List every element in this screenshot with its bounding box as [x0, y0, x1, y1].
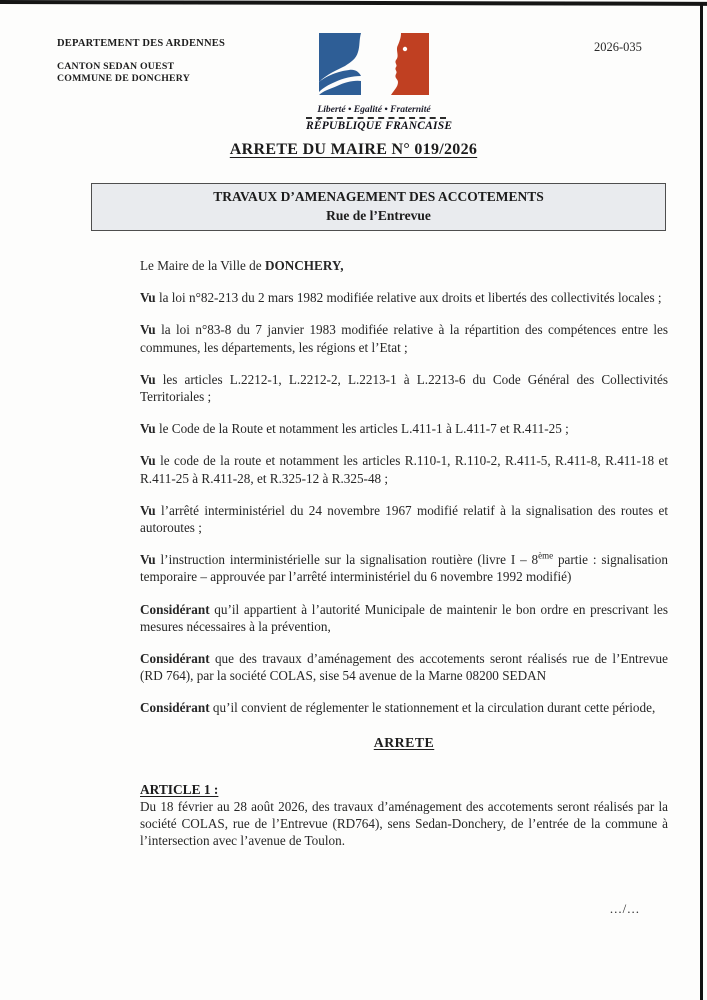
department-label: DEPARTEMENT DES ARDENNES [57, 38, 225, 49]
page-continuation-mark: .../... [609, 900, 640, 916]
document-header [0, 0, 707, 140]
paragraph-text: que des travaux d’aménagement des accotements seront réalisés rue de l’Entrevue (RD 764), par la société COLAS, sise 54 avenue de la Marne 08200 SEDAN [140, 651, 668, 684]
paragraph-text: qu’il appartient à l’autorité Municipale de maintenir le bon ordre en prescrivant les mesures nécessaires à la prévention, [140, 601, 668, 634]
scan-artifact-right-edge [700, 3, 703, 1000]
paragraph-text: l’arrêté interministériel du 24 novembre 1967 modifié relatif à la signalisation des routes et autoroutes ; [140, 502, 668, 536]
paragraph-text: les articles L.2212-1, L.2212-2, L.2213-1 à L.2213-6 du Code Général des Collectivités Territoriales ; [140, 371, 668, 405]
intro-paragraph [140, 257, 668, 274]
paragraph-text: le code de la route et notamment les articles R.110-1, R.110-2, R.411-5, R.411-8, R.411-18 et R.411-25 à R.411-28, et R.325-12 à R.325-48 ; [140, 453, 668, 486]
canton-label: CANTON SEDAN OUEST [57, 61, 175, 72]
paragraph-text: la loi n°82-213 du 2 mars 1982 modifiée relative aux droits et libertés des collectivités locales ; [158, 290, 662, 306]
subject-line-2: Rue de l’Entrevue [326, 208, 431, 223]
paragraph-lead: Vu [140, 322, 156, 338]
vu-paragraph [140, 371, 668, 405]
vu-paragraph [140, 321, 668, 355]
paragraph-lead: Vu [140, 453, 156, 469]
paragraph-lead: Considérant [140, 651, 210, 667]
logo-dashed-divider [306, 117, 446, 119]
article-1-heading: ARTICLE 1 : [140, 781, 219, 797]
paragraph-text-before-sup: l’instruction interministérielle sur la signalisation routière (livre I – 8 [160, 552, 539, 568]
vu-paragraph [140, 289, 668, 306]
paragraph-text-after-sup: partie : signalisation temporaire – approuvée par l’arrêté interministériel du 6 novembre 1992 modifié) [140, 552, 668, 585]
paragraph-text: la loi n°83-8 du 7 janvier 1983 modifiée relative à la répartition des compétences entre les communes, les départements, les régions et l’Etat ; [140, 322, 669, 355]
paragraph-text: qu’il convient de réglementer le stationnement et la circulation durant cette période, [212, 700, 656, 716]
reference-number: 2026-035 [594, 40, 642, 54]
ordinal-superscript: ème [538, 550, 554, 561]
considerant-paragraph [140, 601, 668, 635]
paragraph-lead: Considérant [140, 700, 210, 716]
decree-title: ARRETE DU MAIRE N° 019/2026 [229, 141, 478, 158]
paragraph-lead: Vu [140, 290, 156, 306]
article-1-text: Du 18 février au 28 août 2026, des travaux d’aménagement des accotements seront réalisés par la société COLAS, rue de l’Entrevue (RD764), sens Sedan-Donchery, de l’entrée de la commune à l’intersection avec l’avenue de Toulon. [140, 799, 668, 849]
decree-content [140, 257, 668, 917]
paragraph-lead: Considérant [140, 601, 210, 617]
paragraph-lead: Vu [140, 502, 156, 518]
marianne-logo-icon [315, 32, 433, 96]
vu-paragraph [140, 420, 668, 437]
vu-paragraph [140, 551, 668, 585]
subject-box [91, 183, 666, 231]
vu-paragraph [140, 452, 668, 486]
paragraph-lead: Vu [140, 371, 156, 387]
intro-prefix: Le Maire de la Ville de [140, 258, 262, 273]
vu-paragraph [140, 502, 668, 536]
arrete-heading: ARRETE [373, 734, 435, 750]
paragraph-lead: Vu [140, 552, 156, 568]
subject-line-1: TRAVAUX D’AMENAGEMENT DES ACCOTEMENTS [213, 189, 544, 204]
intro-commune-name: DONCHERY, [264, 258, 344, 273]
issuing-authority-block [57, 38, 225, 85]
paragraph-lead: Vu [140, 421, 156, 437]
paragraph-text: le Code de la Route et notamment les articles L.411-1 à L.411-7 et R.411-25 ; [158, 421, 569, 437]
commune-label: COMMUNE DE DONCHERY [57, 73, 190, 84]
considerant-paragraph [140, 650, 668, 684]
republique-francaise-logo-block [306, 32, 453, 132]
considerant-paragraph [140, 699, 668, 716]
logo-motto: Liberté • Egalité • Fraternité [317, 104, 431, 115]
logo-republic-label: RÉPUBLIQUE FRANCAISE [306, 120, 453, 132]
